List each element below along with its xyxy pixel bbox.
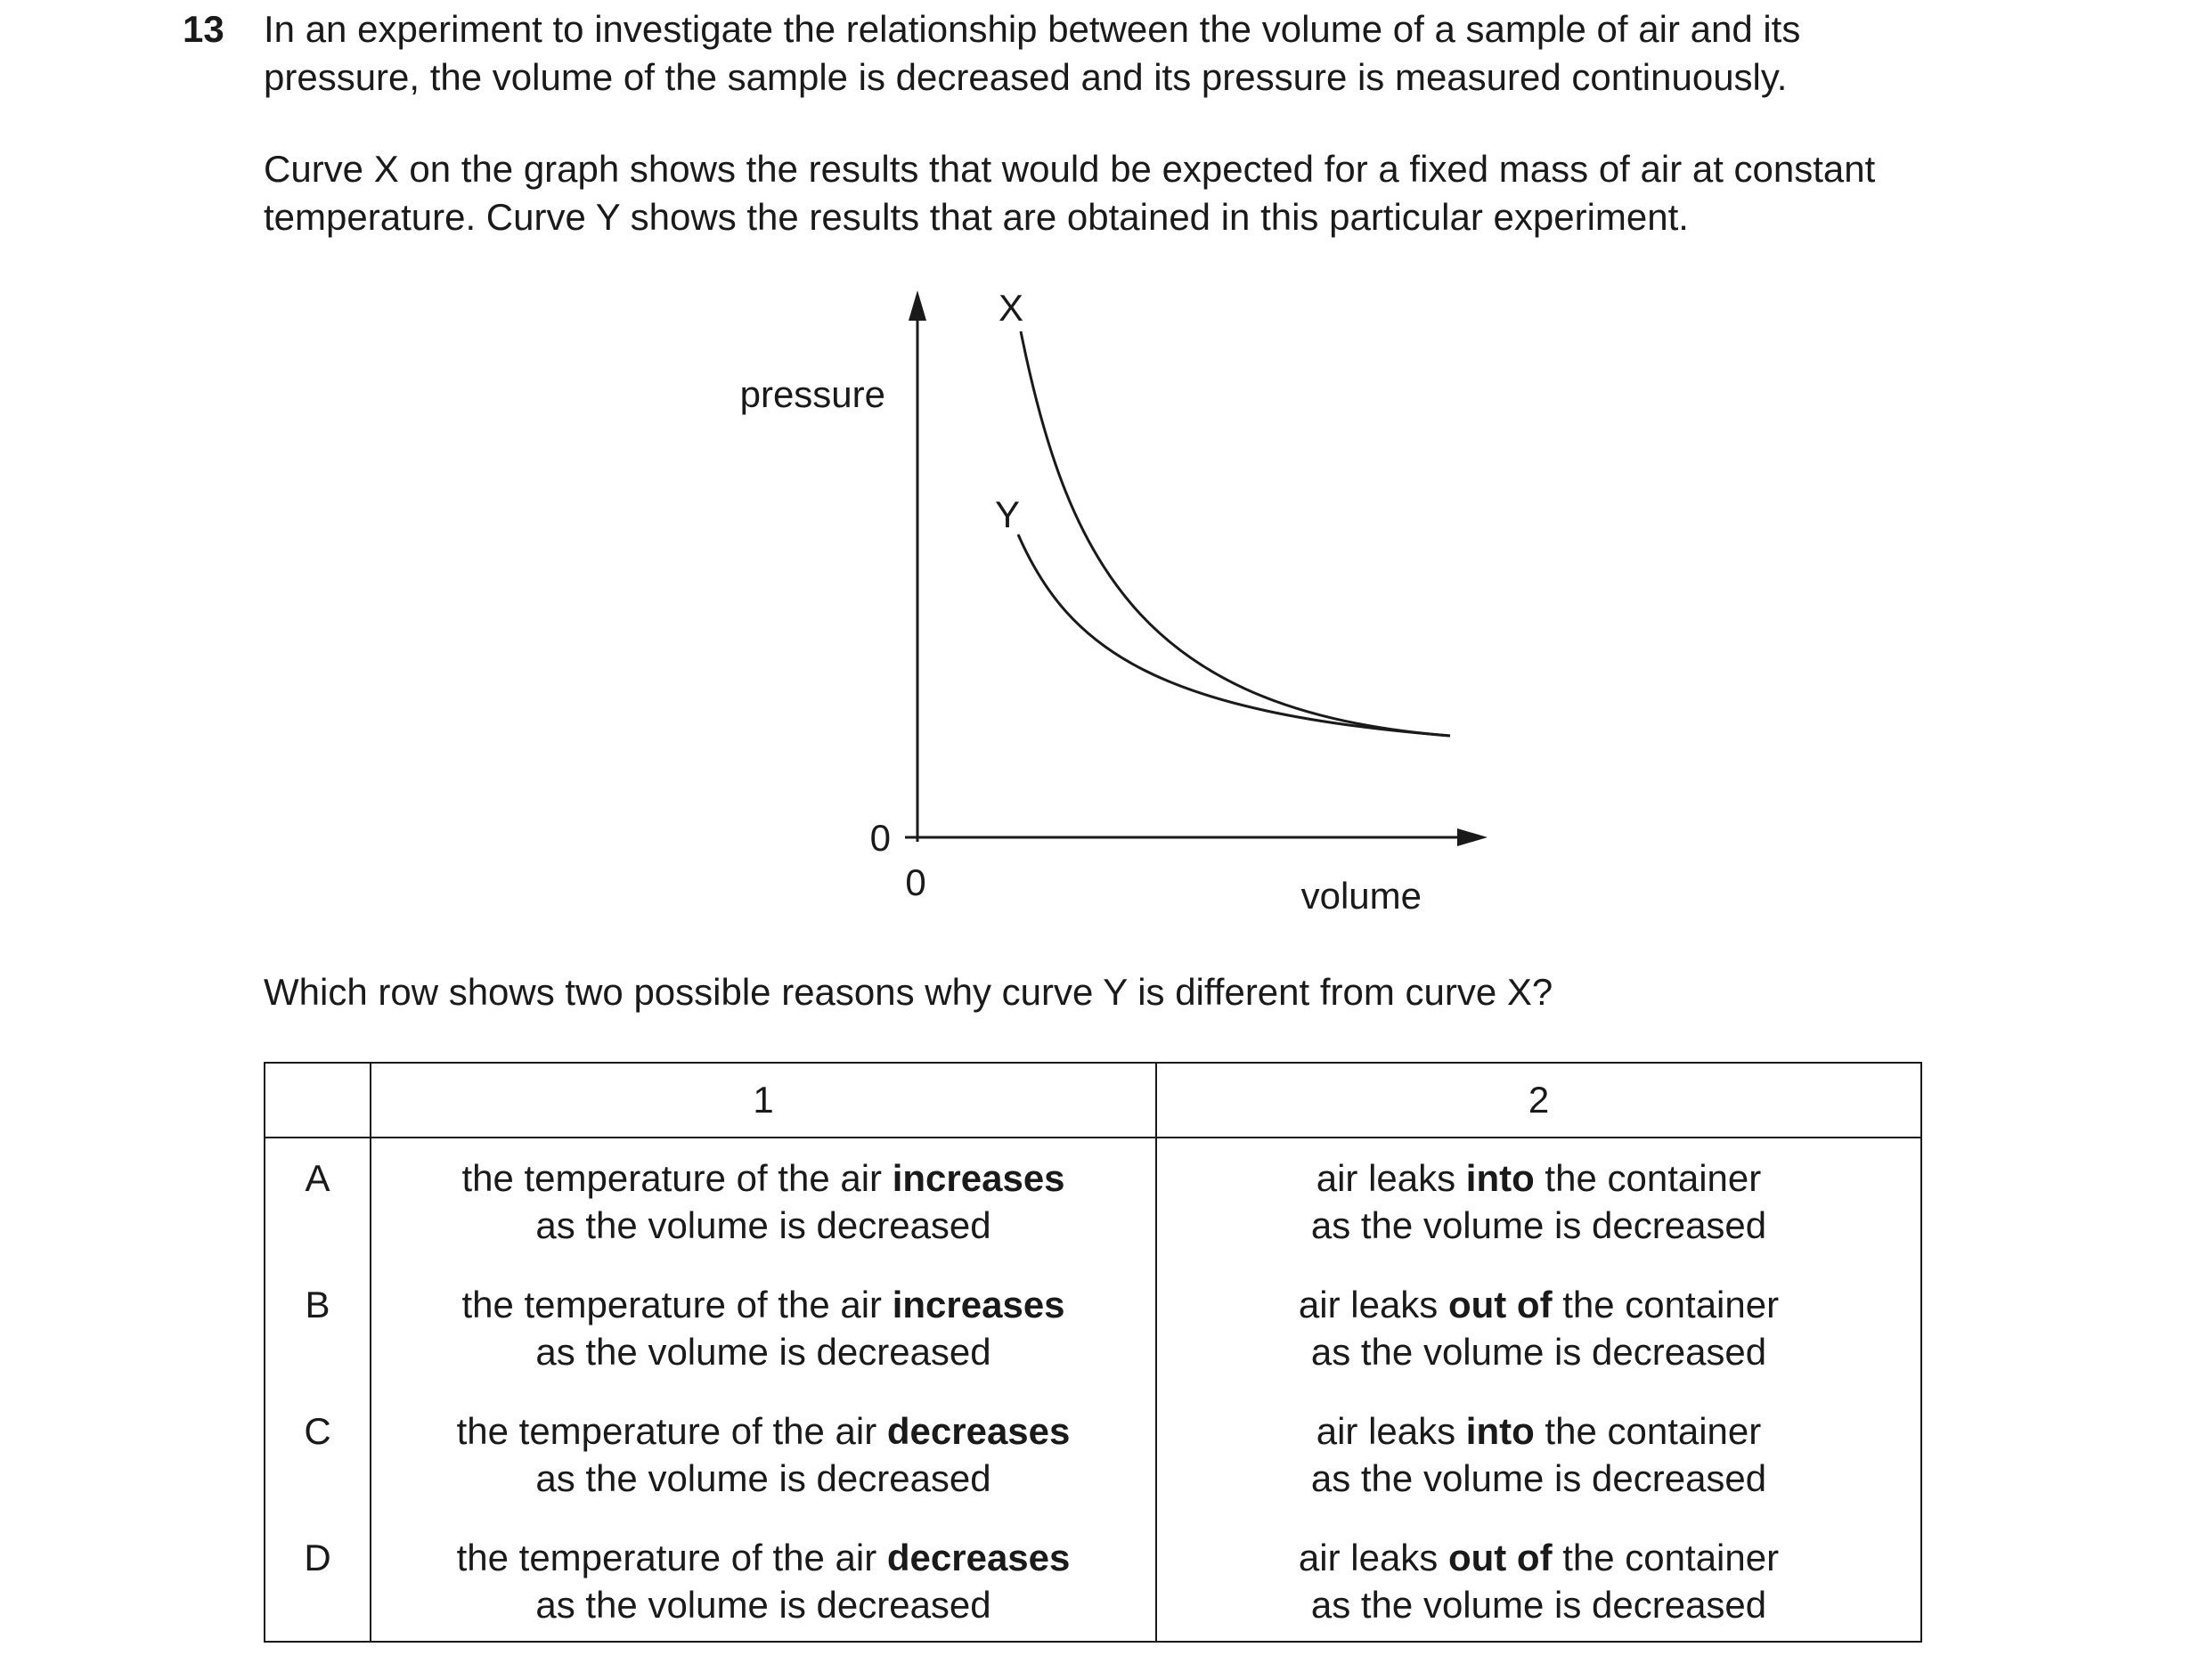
reason-line-2: as the volume is decreased (535, 1584, 991, 1626)
reason-text: the container (1534, 1157, 1762, 1199)
reason-text: the container (1552, 1537, 1780, 1578)
option-row[interactable] (265, 1407, 1921, 1534)
reason-line-2: as the volume is decreased (1310, 1204, 1767, 1246)
reason-keyword: decreases (886, 1537, 1071, 1578)
reason-text: the temperature of the air (461, 1284, 893, 1325)
x-origin-label: 0 (905, 861, 926, 903)
reason-keyword: out of (1447, 1284, 1553, 1325)
reason-text: air leaks (1298, 1284, 1448, 1325)
question-prompt: Which row shows two possible reasons why curve Y is different from curve X? (264, 971, 1553, 1013)
reason-text: air leaks (1316, 1410, 1466, 1452)
curve-y (1018, 534, 1450, 736)
reason-text: the temperature of the air (456, 1410, 887, 1452)
reason-text: the container (1552, 1284, 1780, 1325)
reason-1-cell (371, 1281, 1156, 1407)
x-axis-label: volume (1300, 875, 1422, 917)
reason-1-cell (371, 1534, 1156, 1642)
reason-1-cell (371, 1138, 1156, 1281)
table-header-row (265, 1063, 1921, 1138)
reason-text: the temperature of the air (456, 1537, 887, 1578)
y-axis-label: pressure (739, 373, 885, 415)
reason-keyword: out of (1447, 1537, 1553, 1578)
reason-keyword: into (1465, 1410, 1535, 1452)
reason-text: air leaks (1298, 1537, 1448, 1578)
reason-line-2: as the volume is decreased (535, 1457, 991, 1499)
options-table (264, 1062, 1922, 1643)
reason-text: the container (1534, 1410, 1762, 1452)
intro-line-2: pressure, the volume of the sample is decreased and its pressure is measured continuously. (264, 56, 1788, 98)
curve-y-label: Y (994, 493, 1021, 535)
reason-text: the temperature of the air (461, 1157, 893, 1199)
header-reason-1: 1 (371, 1063, 1156, 1138)
context-line-2: temperature. Curve Y shows the results that are obtained in this particular experiment. (264, 196, 1689, 238)
reason-keyword: decreases (886, 1410, 1071, 1452)
option-letter: B (265, 1281, 371, 1407)
reason-1-cell (371, 1407, 1156, 1534)
reason-keyword: increases (892, 1284, 1065, 1325)
curve-x-label: X (998, 287, 1024, 329)
reason-line-1 (371, 1281, 1155, 1328)
reason-line-1 (1157, 1407, 1920, 1455)
header-reason-2: 2 (1156, 1063, 1921, 1138)
option-letter: D (265, 1534, 371, 1642)
question-number: 13 (183, 8, 224, 50)
y-axis-arrowhead (909, 290, 926, 321)
option-row[interactable] (265, 1281, 1921, 1407)
curve-x (1021, 331, 1450, 736)
option-row[interactable] (265, 1534, 1921, 1642)
reason-2-cell (1156, 1138, 1921, 1281)
context-line-1: Curve X on the graph shows the results that would be expected for a fixed mass of air at constant (264, 148, 1876, 190)
reason-keyword: increases (892, 1157, 1065, 1199)
reason-line-1 (371, 1407, 1155, 1455)
intro-line-1: In an experiment to investigate the relationship between the volume of a sample of air and its (264, 8, 1801, 50)
reason-2-cell (1156, 1534, 1921, 1642)
reason-keyword: into (1465, 1157, 1535, 1199)
header-blank (265, 1063, 371, 1138)
reason-text: air leaks (1316, 1157, 1466, 1199)
reason-line-1 (371, 1154, 1155, 1202)
reason-line-1 (1157, 1281, 1920, 1328)
reason-line-2: as the volume is decreased (1310, 1457, 1767, 1499)
reason-line-2: as the volume is decreased (1310, 1331, 1767, 1373)
reason-2-cell (1156, 1407, 1921, 1534)
reason-line-2: as the volume is decreased (1310, 1584, 1767, 1626)
y-origin-label: 0 (869, 817, 891, 859)
reason-line-2: as the volume is decreased (535, 1204, 991, 1246)
option-letter: C (265, 1407, 371, 1534)
reason-line-1 (371, 1534, 1155, 1581)
reason-line-1 (1157, 1534, 1920, 1581)
reason-line-2: as the volume is decreased (535, 1331, 991, 1373)
reason-line-1 (1157, 1154, 1920, 1202)
x-axis-arrowhead (1457, 828, 1488, 846)
option-row[interactable] (265, 1138, 1921, 1281)
reason-2-cell (1156, 1281, 1921, 1407)
option-letter: A (265, 1138, 371, 1281)
